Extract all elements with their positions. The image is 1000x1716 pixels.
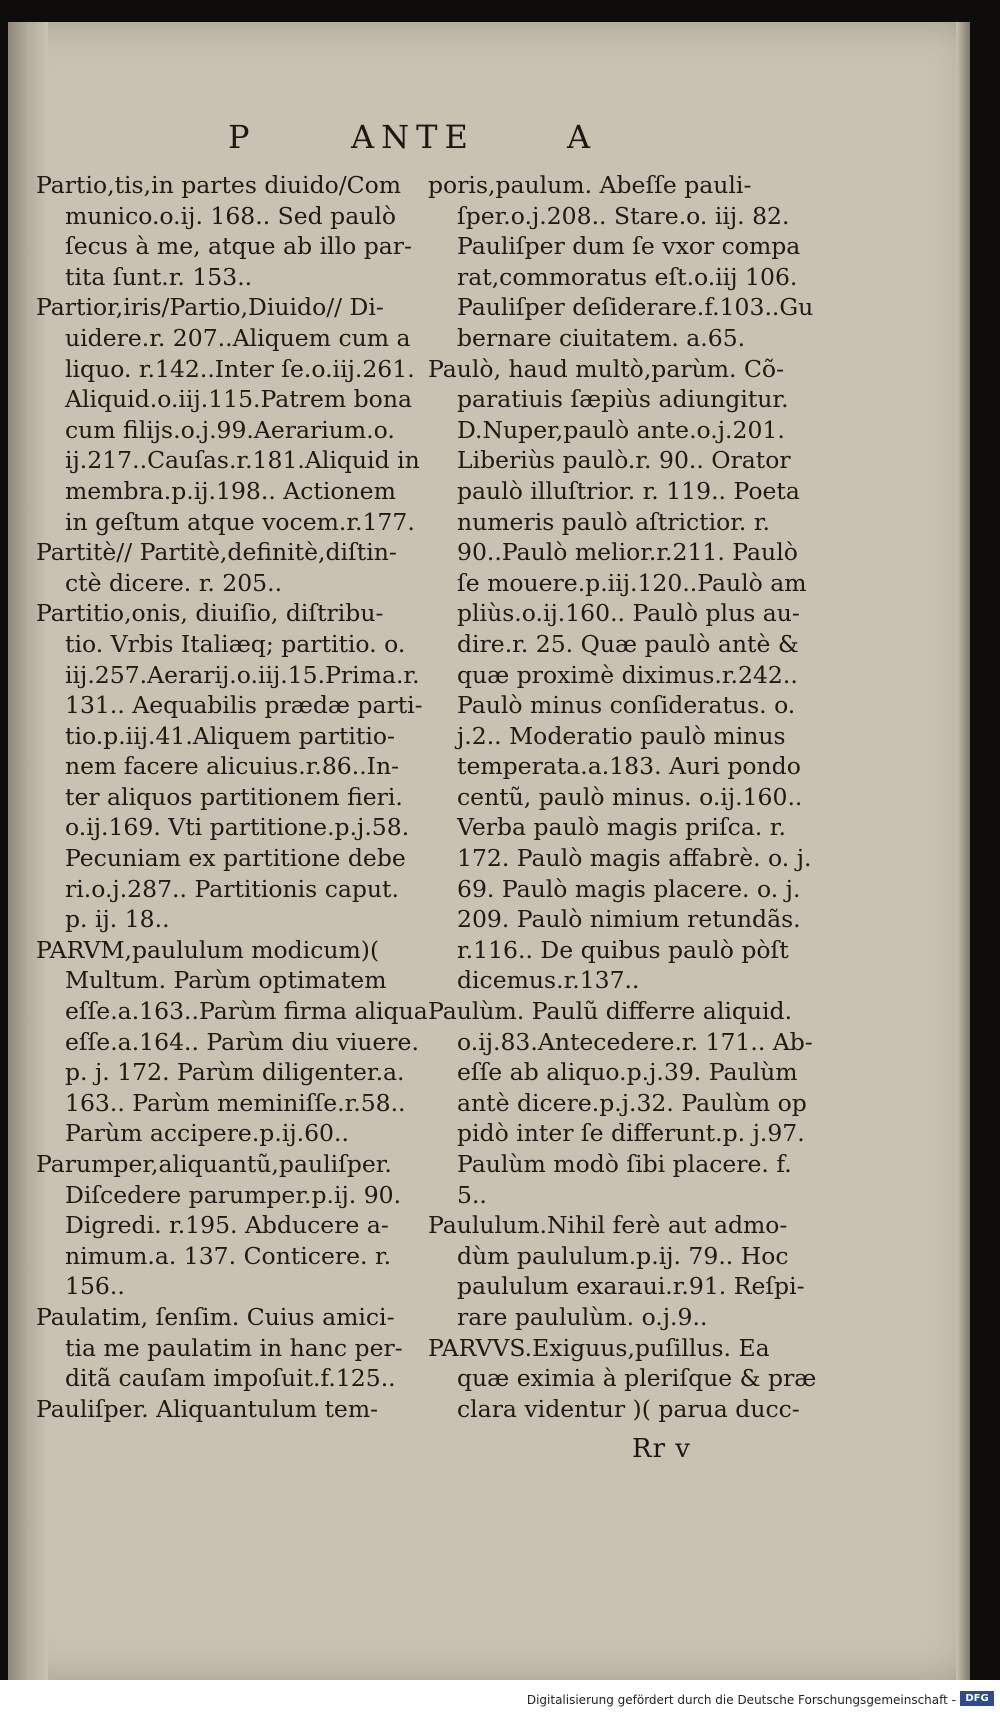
- entry-line: ſecus à me, atque ab illo par-: [65, 232, 412, 261]
- entry-line: tia me paulatim in hanc per-: [65, 1333, 403, 1362]
- entry-line: Parùm accipere.p.ij.60..: [65, 1119, 349, 1148]
- entry-line: ri.o.j.287.. Partitionis caput.: [65, 874, 399, 903]
- entry-line: paulò illuſtrior. r. 119.. Poeta: [457, 476, 800, 505]
- page-edge-shadow: [956, 22, 970, 1680]
- entry-line: bernare ciuitatem. a.65.: [457, 323, 746, 352]
- entry-line: Pecuniam ex partitione debe: [65, 844, 406, 873]
- catchword-signature: Rr v: [632, 1434, 691, 1464]
- dictionary-entry: [36, 1302, 428, 1394]
- left-column: [36, 170, 428, 1424]
- entry-line: paululum exaraui.r.91. Reſpi-: [457, 1272, 805, 1301]
- dictionary-entry: [428, 996, 824, 1210]
- entry-line: quæ proximè diximus.r.242..: [457, 660, 798, 689]
- dictionary-entry: [428, 170, 824, 354]
- dictionary-entry: [36, 1394, 428, 1425]
- entry-line: ter aliquos partitionem fieri.: [65, 782, 403, 811]
- dictionary-entry: [36, 1149, 428, 1302]
- entry-line: rare paululùm. o.j.9..: [457, 1302, 708, 1331]
- entry-line: clara videntur )( parua ducc-: [457, 1394, 800, 1423]
- entry-line: tio.p.iij.41.Aliquem partitio-: [65, 721, 395, 750]
- footer-credit-text: Digitalisierung gefördert durch die Deutsche Forschungsgemeinschaft -: [526, 1693, 956, 1707]
- entry-line: numeris paulò aſtrictior. r.: [457, 507, 770, 536]
- entry-line: Parumper,aliquantũ,pauliſper.: [36, 1150, 392, 1178]
- book-page: [8, 22, 970, 1680]
- entry-line: Aliquid.o.iij.115.Patrem bona: [65, 385, 412, 414]
- entry-line: antè dicere.p.j.32. Paulùm op: [457, 1088, 807, 1117]
- entry-line: Partio,tis,in partes diuido/Com: [36, 171, 402, 199]
- entry-line: Partitio,onis, diuiſio, diſtribu-: [36, 599, 384, 628]
- entry-line: 69. Paulò magis placere. o. j.: [457, 874, 801, 903]
- entry-line: dùm paululum.p.ij. 79.. Hoc: [457, 1241, 789, 1270]
- entry-line: 131.. Aequabilis prædæ parti-: [65, 691, 423, 720]
- entry-line: 172. Paulò magis affabrè. o. j.: [457, 844, 812, 873]
- entry-line: Verba paulò magis priſca. r.: [457, 813, 786, 842]
- entry-line: Partior,iris/Partio,Diuido// Di-: [36, 293, 384, 322]
- entry-line: o.ij.169. Vti partitione.p.j.58.: [65, 813, 410, 842]
- entry-line: Paulò, haud multò,parùm. Cõ-: [428, 354, 785, 383]
- entry-line: Pauliſper. Aliquantulum tem-: [36, 1394, 379, 1423]
- running-head-center-word: ANTE: [351, 118, 475, 156]
- entry-line: iij.257.Aerarij.o.iij.15.Prima.r.: [65, 660, 420, 689]
- entry-line: paratiuis ſæpiùs adiungitur.: [457, 385, 789, 414]
- entry-line: r.116.. De quibus paulò pòſt: [457, 935, 789, 964]
- entry-line: dire.r. 25. Quæ paulò antè &: [457, 629, 799, 658]
- entry-line: Pauliſper dum ſe vxor compa: [457, 232, 801, 261]
- dictionary-entry: [428, 354, 824, 996]
- entry-line: quæ eximia à pleriſque & præ: [457, 1364, 817, 1393]
- entry-line: eſſe.a.163..Parùm firma aliqua: [65, 997, 428, 1026]
- entry-line: Pauliſper deſiderare.f.103..Gu: [457, 293, 814, 322]
- entry-line: Paulatim, ſenſim. Cuius amici-: [36, 1302, 395, 1331]
- entry-line: Diſcedere parumper.p.ij. 90.: [65, 1180, 402, 1209]
- entry-line: in geſtum atque vocem.r.177.: [65, 507, 415, 536]
- entry-line: poris,paulum. Abeſſe pauli-: [428, 171, 752, 199]
- entry-line: o.ij.83.Antecedere.r. 171.. Ab-: [457, 1027, 813, 1056]
- dictionary-entry: [36, 598, 428, 935]
- dictionary-entry: [36, 537, 428, 598]
- entry-line: Multum. Parùm optimatem: [65, 966, 387, 995]
- entry-line: Paululum.Nihil ferè aut admo-: [428, 1211, 788, 1240]
- entry-line: tio. Vrbis Italiæq; partitio. o.: [65, 629, 406, 658]
- entry-line: 5..: [457, 1180, 487, 1209]
- dfg-logo: DFG: [960, 1691, 994, 1706]
- running-head-right-letter: A: [567, 118, 593, 156]
- entry-line: D.Nuper,paulò ante.o.j.201.: [457, 415, 785, 444]
- entry-line: PARVVS.Exiguus,puſillus. Ea: [428, 1333, 770, 1362]
- entry-line: Paulò minus conſideratus. o.: [457, 691, 796, 720]
- entry-line: ij.217..Cauſas.r.181.Aliquid in: [65, 446, 420, 475]
- entry-line: pliùs.o.ij.160.. Paulò plus au-: [457, 599, 800, 628]
- entry-line: 90..Paulò melior.r.211. Paulò: [457, 538, 798, 567]
- entry-line: pidò inter ſe differunt.p. j.97.: [457, 1119, 805, 1148]
- entry-line: nem facere alicuius.r.86..In-: [65, 752, 400, 781]
- entry-line: p. ij. 18..: [65, 905, 170, 934]
- entry-line: liquo. r.142..Inter ſe.o.iij.261.: [65, 354, 415, 383]
- digitization-footer: [0, 1680, 1000, 1716]
- entry-line: ditã cauſam impoſuit.f.125..: [65, 1364, 396, 1393]
- entry-line: centũ, paulò minus. o.ij.160..: [457, 782, 803, 811]
- entry-line: Paulùm modò ſibi placere. f.: [457, 1150, 792, 1178]
- entry-line: temperata.a.183. Auri pondo: [457, 752, 801, 781]
- dictionary-entry: [36, 170, 428, 292]
- entry-line: ſper.o.j.208.. Stare.o. iij. 82.: [457, 201, 790, 230]
- entry-line: Liberiùs paulò.r. 90.. Orator: [457, 446, 791, 475]
- entry-line: uidere.r. 207..Aliquem cum a: [65, 323, 411, 352]
- entry-line: Digredi. r.195. Abducere a-: [65, 1211, 389, 1240]
- entry-line: j.2.. Moderatio paulò minus: [457, 721, 786, 750]
- entry-line: membra.p.ij.198.. Actionem: [65, 476, 396, 505]
- entry-line: Partitè// Partitè,definitè,diſtin-: [36, 538, 397, 567]
- running-head: [8, 118, 970, 162]
- entry-line: 156..: [65, 1272, 125, 1301]
- dictionary-entry: [428, 1333, 824, 1425]
- entry-line: ſe mouere.p.iij.120..Paulò am: [457, 568, 807, 597]
- dictionary-entry: [36, 292, 428, 537]
- entry-line: eſſe ab aliquo.p.j.39. Paulùm: [457, 1058, 798, 1087]
- entry-line: dicemus.r.137..: [457, 966, 640, 995]
- entry-line: PARVM,paululum modicum)(: [36, 935, 380, 964]
- entry-line: ctè dicere. r. 205..: [65, 568, 283, 597]
- right-column: [428, 170, 824, 1424]
- entry-line: 209. Paulò nimium retundãs.: [457, 905, 801, 934]
- entry-line: munico.o.ij. 168.. Sed paulò: [65, 201, 397, 230]
- running-head-left-letter: P: [228, 118, 252, 156]
- dictionary-entry: [36, 935, 428, 1149]
- entry-line: p. j. 172. Parùm diligenter.a.: [65, 1058, 405, 1087]
- dictionary-entry: [428, 1210, 824, 1332]
- entry-line: eſſe.a.164.. Parùm diu viuere.: [65, 1027, 419, 1056]
- entry-line: cum filijs.o.j.99.Aerarium.o.: [65, 415, 395, 444]
- entry-line: Paulùm. Paulũ differre aliquid.: [428, 997, 793, 1026]
- entry-line: 163.. Parùm meminiſſe.r.58..: [65, 1088, 406, 1117]
- entry-line: nimum.a. 137. Conticere. r.: [65, 1241, 392, 1270]
- entry-line: tita ſunt.r. 153..: [65, 262, 253, 291]
- entry-line: rat,commoratus eſt.o.iij 106.: [457, 262, 798, 291]
